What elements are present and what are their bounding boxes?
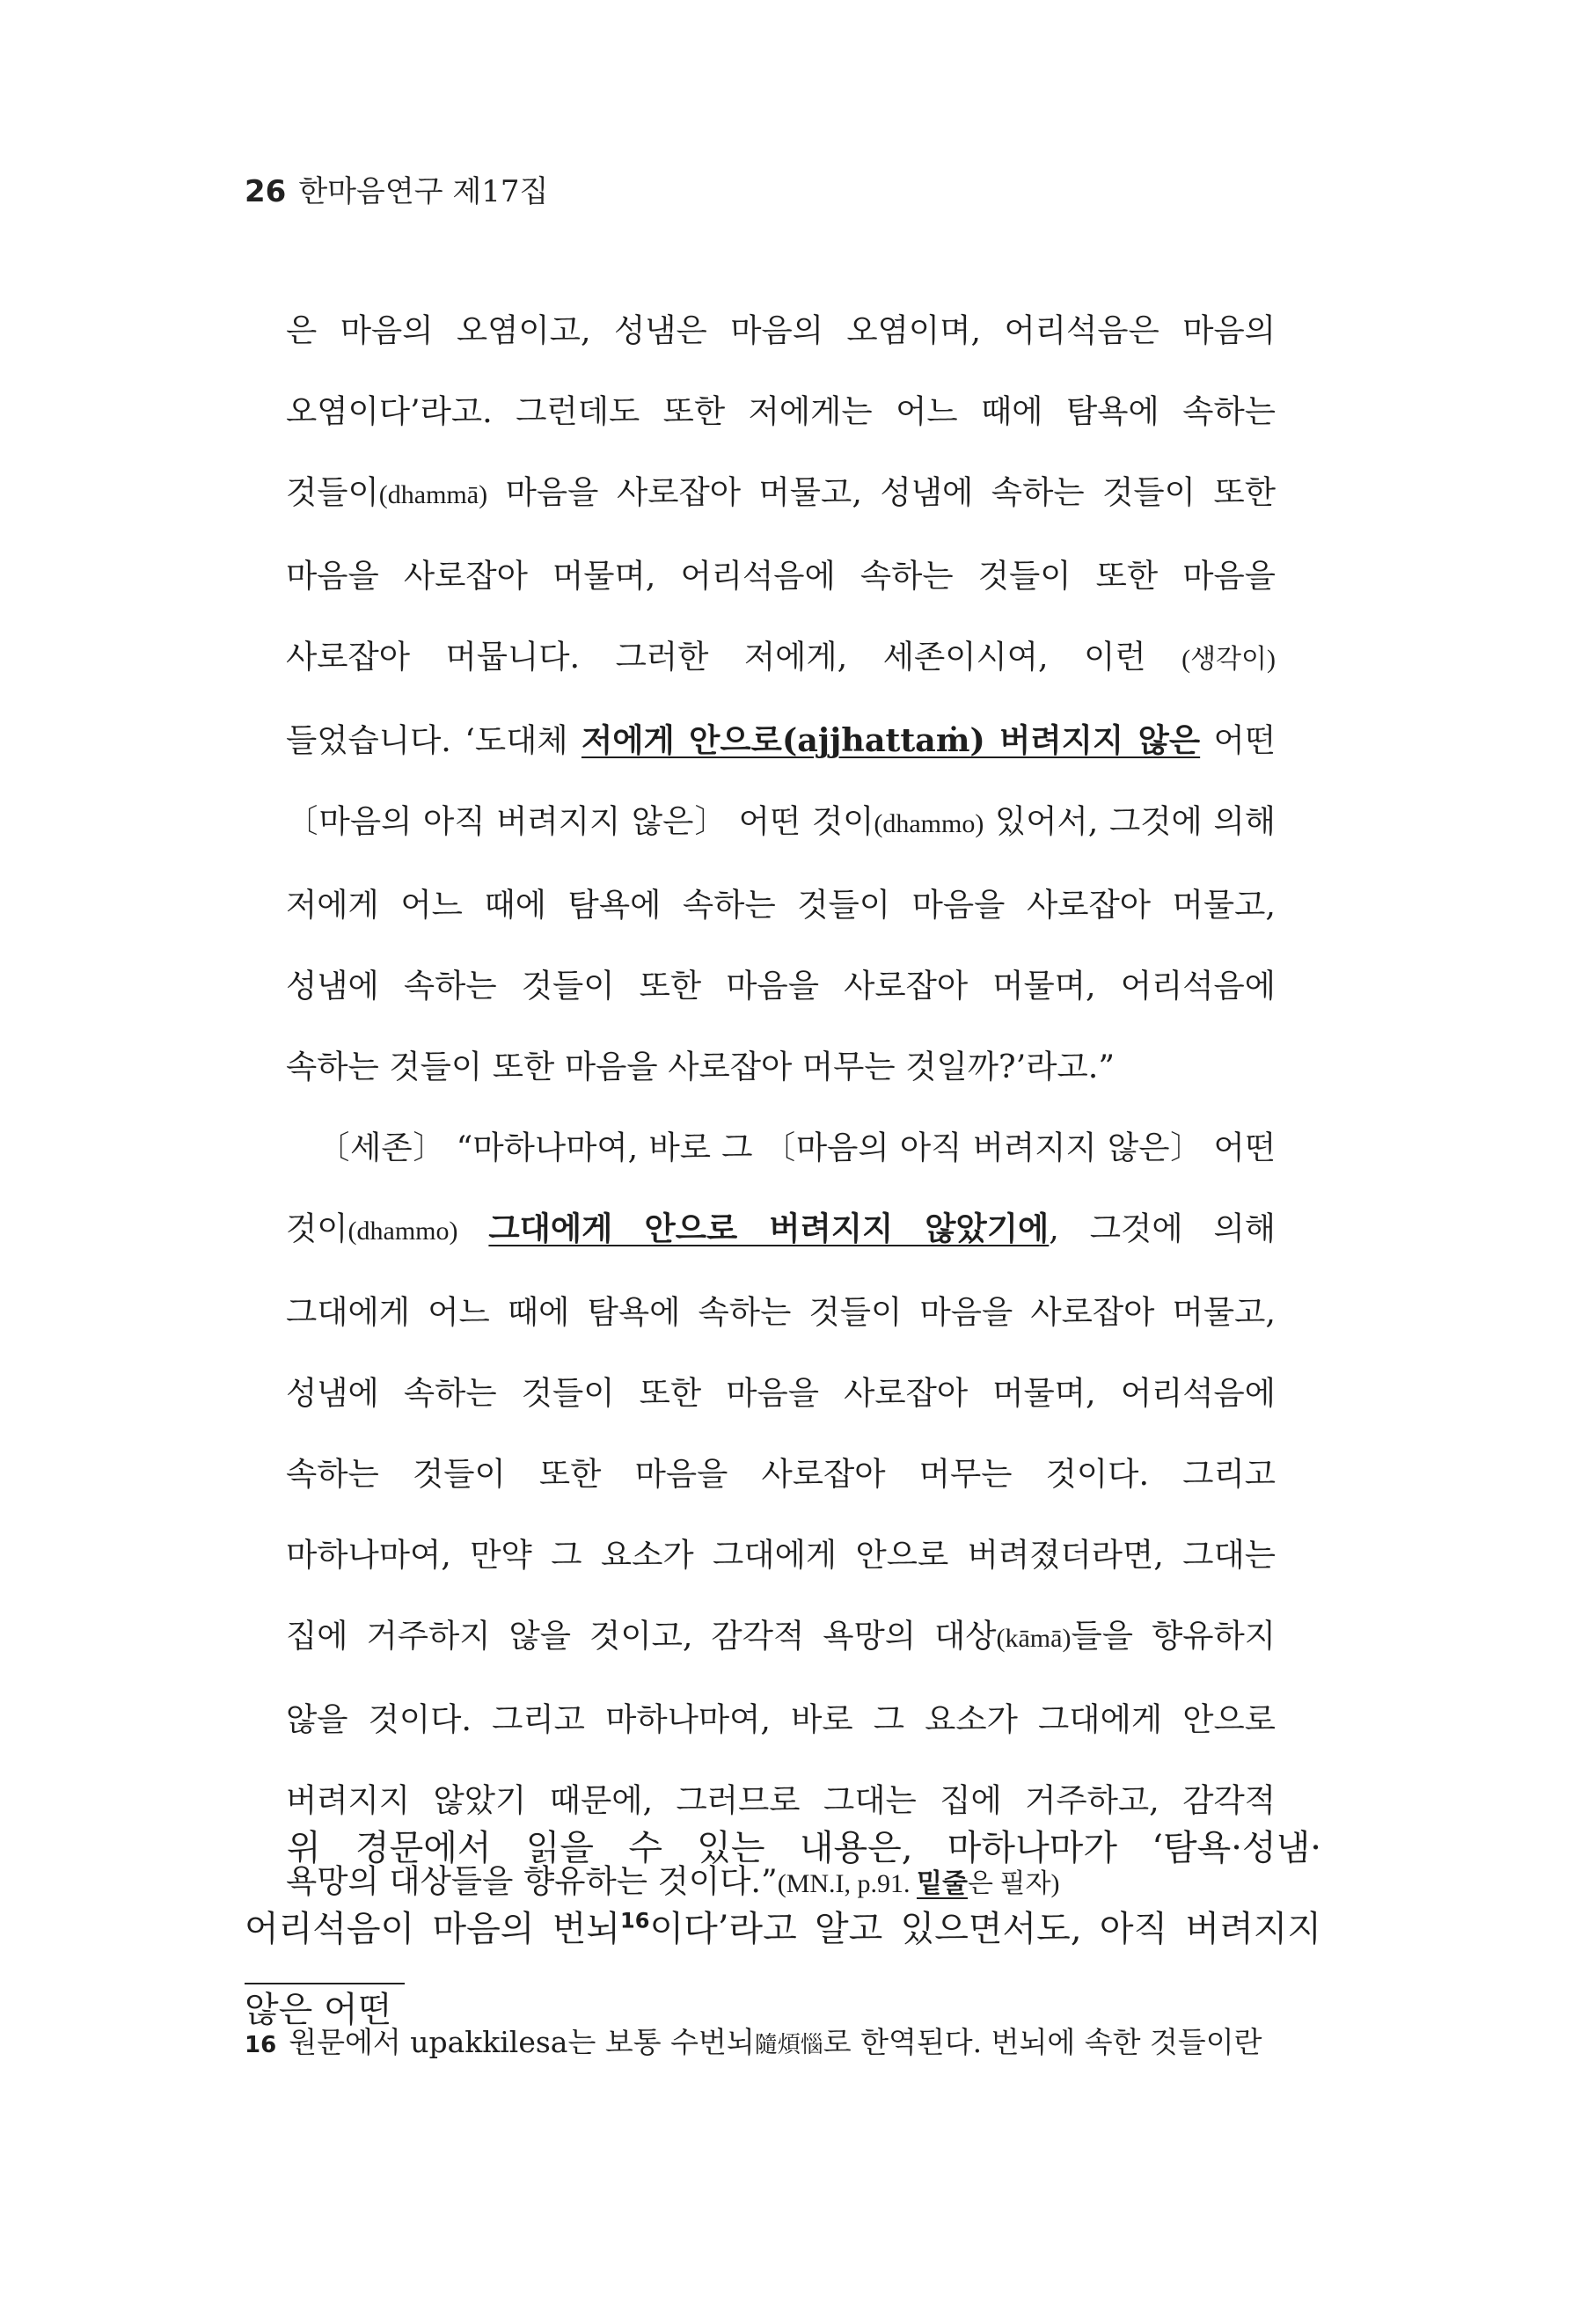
underlined-emphasis: 그대에게 안으로 버려지지 않았기에 <box>488 1210 1050 1247</box>
underlined-emphasis: 밑줄 <box>917 1869 968 1898</box>
footnote-text: 원문에서 upakkilesa는 보통 수번뇌 <box>289 2025 755 2059</box>
quote-paragraph-2 <box>286 1107 1276 1925</box>
page-number: 26 <box>245 174 287 209</box>
footnote-divider <box>245 1983 405 1984</box>
body-text-run: 이다’라고 알고 있으면서도, 아직 버려지지 않은 어떤 <box>245 1909 1321 2030</box>
quote-text: , 그것에 의해 그대에게 어느 때에 탐욕에 속하는 것들이 마음을 사로잡아 머물고, 성냄에 속하는 것들이 또한 마음을 사로잡아 머물며, 어리석음에 속하는 것들이 또한 마음을 사로잡아 머무는 것이다. 그리고 마하나마여, 만약 그 요소가 그대에게 안으로 버려졌더라면, 그대는 집에 거주하지 않을 것이고, 감각적 욕망의 대상 <box>286 1210 1276 1655</box>
pali-term: (dhammo) <box>347 1217 458 1246</box>
footnote <box>245 2020 1335 2068</box>
footnote-number: 16 <box>245 2032 277 2058</box>
quote-paragraph-1 <box>286 290 1276 1107</box>
quote-text: 어떤 〔마음의 아직 버려지지 않은〕 어떤 것이 <box>286 721 1276 840</box>
citation: (MN.I, p.91. <box>777 1869 918 1898</box>
quote-text: 〔세존〕 “마하나마여, 바로 그 〔마음의 아직 버려지지 않은〕 어떤 것이 <box>286 1129 1276 1247</box>
journal-title: 한마음연구 제17집 <box>298 174 549 209</box>
body-text-run: 위 경문에서 읽을 수 있는 내용은, 마하나마가 ‘탐욕·성냄·어리석음이 마음의 번뇌 <box>245 1828 1321 1949</box>
editorial-insert: (생각이) <box>1181 645 1276 674</box>
body-paragraph <box>245 1808 1321 2050</box>
body-text <box>245 1808 1321 2050</box>
underlined-emphasis: 저에게 안으로(ajjhattaṁ) 버려지지 않은 <box>581 721 1201 759</box>
quote-text <box>458 1210 489 1247</box>
quote-text: 은 마음의 오염이고, 성냄은 마음의 오염이며, 어리석음은 마음의 오염이다’라고. 그런데도 또한 저에게는 어느 때에 탐욕에 속하는 것들이 <box>286 311 1276 511</box>
footnote-reference[interactable]: 16 <box>620 1908 650 1933</box>
pali-term: (kāmā) <box>996 1624 1072 1653</box>
quote-text: 있어서, 그것에 의해 저에게 어느 때에 탐욕에 속하는 것들이 마음을 사로잡아 머물고, 성냄에 속하는 것들이 또한 마음을 사로잡아 머물며, 어리석음에 속하는 것들이 또한 마음을 사로잡아 머무는 것일까?’라고.” <box>286 802 1276 1085</box>
block-quote <box>286 290 1276 1925</box>
quote-text: 들을 향유하지 않을 것이다. 그리고 마하나마여, 바로 그 요소가 그대에게 안으로 버려지지 않았기 때문에, 그러므로 그대는 집에 거주하고, 감각적 욕망의 대상들을 향유하는 것이다.” <box>286 1617 1276 1900</box>
pali-term: (dhammā) <box>378 480 488 509</box>
citation: 은 필자) <box>968 1869 1060 1898</box>
hanja-term: 隨煩惱 <box>754 2032 823 2058</box>
pali-term: (dhammo) <box>874 809 984 838</box>
quote-text: 들었습니다. ‘도대체 <box>286 721 582 759</box>
running-header <box>245 171 548 213</box>
footnote-text: 로 한역된다. 번뇌에 속한 것들이란 <box>823 2025 1262 2059</box>
quote-text: 마음을 사로잡아 머물고, 성냄에 속하는 것들이 또한 마음을 사로잡아 머물며, 어리석음에 속하는 것들이 또한 마음을 사로잡아 머뭅니다. 그러한 저에게, 세존이시여, 이런 <box>286 473 1276 676</box>
